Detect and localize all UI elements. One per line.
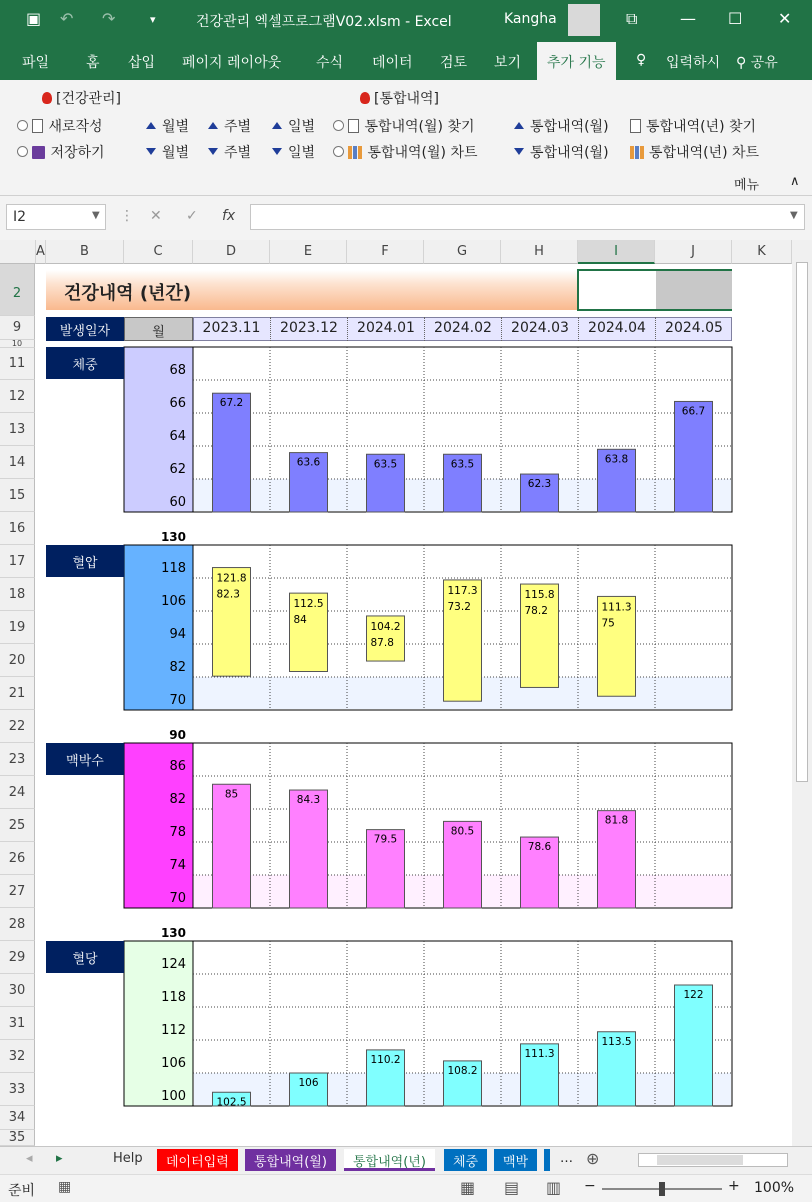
data-label-low: 75 xyxy=(601,617,615,630)
row-header-27[interactable]: 27 xyxy=(0,875,35,908)
tick-label: 86 xyxy=(169,759,186,774)
row-header-12[interactable]: 12 xyxy=(0,380,35,413)
undo-icon[interactable]: ↶ xyxy=(60,9,74,28)
data-label-low: 87.8 xyxy=(370,636,394,649)
column-header-d[interactable]: D xyxy=(193,240,270,264)
insert-function-icon[interactable]: fx xyxy=(222,208,236,224)
row-header-9[interactable]: 9 xyxy=(0,316,35,340)
share-button[interactable]: ⚲ 공유 xyxy=(736,55,778,71)
tick-label: 118 xyxy=(161,561,186,576)
data-label-low: 82.3 xyxy=(216,588,240,601)
save-button[interactable] xyxy=(17,142,105,162)
row-header-17[interactable]: 17 xyxy=(0,545,35,578)
row-header-2[interactable]: 2 xyxy=(0,264,35,316)
lightbulb-icon: ♀ xyxy=(636,52,647,68)
customize-qat-icon[interactable]: ▾ xyxy=(150,13,156,26)
column-header-h[interactable]: H xyxy=(501,240,578,264)
select-all-corner[interactable] xyxy=(0,240,36,264)
daily-down-button[interactable] xyxy=(272,142,315,162)
data-label: 106 xyxy=(298,1077,319,1089)
row-header-24[interactable]: 24 xyxy=(0,776,35,809)
namebox-dropdown-icon[interactable]: ▼ xyxy=(92,210,100,221)
data-label: 63.8 xyxy=(604,453,629,466)
bar-chart-icon xyxy=(630,146,644,159)
axis-max-label: 90 xyxy=(169,728,186,742)
radio-icon xyxy=(17,146,28,157)
tick-label: 68 xyxy=(169,363,186,378)
chart-year-button[interactable] xyxy=(630,142,759,162)
disk-icon xyxy=(32,146,45,159)
radio-icon xyxy=(17,120,28,131)
metric-label: 맥박수 xyxy=(46,743,124,775)
daily-up-button[interactable] xyxy=(272,116,315,136)
triangle-down-icon xyxy=(208,148,218,155)
row-header-31[interactable]: 31 xyxy=(0,1007,35,1040)
row-header-19[interactable]: 19 xyxy=(0,611,35,644)
axis-max-label: 130 xyxy=(160,926,186,940)
column-header-i[interactable]: I xyxy=(578,240,655,264)
data-label-high: 115.8 xyxy=(524,589,555,602)
month-header: 2024.02 xyxy=(424,317,501,341)
data-label-low: 73.2 xyxy=(447,600,471,613)
triangle-down-icon xyxy=(146,148,156,155)
formula-input[interactable] xyxy=(250,204,805,230)
data-label: 78.6 xyxy=(527,841,552,854)
sheet-title: 건강내역 (년간) xyxy=(46,270,577,310)
prev-sheet-icon[interactable]: ◂ xyxy=(26,1151,33,1166)
bar xyxy=(675,985,713,1106)
data-label: 63.5 xyxy=(450,458,475,471)
row-header-10[interactable]: 10 xyxy=(0,340,35,348)
find-year-button[interactable] xyxy=(630,116,756,136)
data-label-high: 121.8 xyxy=(216,572,247,585)
ribbon-group-label: 메뉴 xyxy=(734,178,760,193)
weekly-down-button[interactable] xyxy=(208,142,251,162)
close-icon[interactable]: ✕ xyxy=(778,9,792,28)
data-label-low: 78.2 xyxy=(524,605,548,618)
row-header-14[interactable]: 14 xyxy=(0,446,35,479)
column-header-c[interactable]: C xyxy=(124,240,193,264)
window-title: 건강관리 엑셀프로그램V02.xlsm - Excel xyxy=(196,14,452,30)
tab-addins[interactable]: 추가 기능 xyxy=(537,42,616,80)
month-header: 2024.01 xyxy=(347,317,424,341)
bulb-icon xyxy=(42,92,52,104)
bulb-icon xyxy=(360,92,370,104)
bar-chart-icon xyxy=(348,146,362,159)
tick-label: 64 xyxy=(169,429,186,444)
row-header-13[interactable]: 13 xyxy=(0,413,35,446)
tab-file[interactable]: 파일 xyxy=(22,55,50,71)
new-label: 새로작성 xyxy=(48,119,103,135)
axis-max-label: 130 xyxy=(160,530,186,544)
label: 통합내역(월) 찾기 xyxy=(364,119,475,135)
tab-partial[interactable] xyxy=(544,1149,550,1171)
column-header-g[interactable]: G xyxy=(424,240,501,264)
row-header-32[interactable]: 32 xyxy=(0,1040,35,1073)
tick-label: 78 xyxy=(169,825,186,840)
column-header-a[interactable]: A xyxy=(36,240,46,264)
data-label: 122 xyxy=(683,989,704,1001)
sheet-tabs xyxy=(0,1146,812,1174)
row-header-23[interactable]: 23 xyxy=(0,743,35,776)
row-header-22[interactable]: 22 xyxy=(0,710,35,743)
normal-view-icon[interactable]: ▦ xyxy=(460,1178,476,1197)
tab-insert[interactable]: 삽입 xyxy=(128,55,156,71)
name-box[interactable]: I2 xyxy=(6,204,106,230)
cancel-icon[interactable]: ✕ xyxy=(150,208,162,224)
triangle-down-icon xyxy=(514,148,524,155)
tick-label: 70 xyxy=(169,693,186,708)
add-sheet-icon[interactable]: ⊕ xyxy=(586,1149,600,1168)
redo-icon[interactable]: ↷ xyxy=(102,9,116,28)
save-icon[interactable]: ▣ xyxy=(26,9,42,28)
maximize-icon[interactable]: ☐ xyxy=(728,9,743,28)
monthly-down-button[interactable] xyxy=(146,142,189,162)
charts-layer xyxy=(36,264,792,1144)
data-label: 67.2 xyxy=(219,397,244,410)
data-label-high: 104.2 xyxy=(370,620,401,633)
data-label: 113.5 xyxy=(601,1035,632,1048)
column-header-e[interactable]: E xyxy=(270,240,347,264)
data-label-high: 112.5 xyxy=(293,598,324,611)
row-header-16[interactable]: 16 xyxy=(0,512,35,545)
tab-weight[interactable]: 체중 xyxy=(444,1149,487,1171)
row-header-18[interactable]: 18 xyxy=(0,578,35,611)
document-icon xyxy=(32,119,43,133)
tick-label: 100 xyxy=(161,1089,186,1104)
zoom-in-icon[interactable]: + xyxy=(728,1178,740,1194)
tab-monthly-summary[interactable]: 통합내역(월) xyxy=(245,1149,336,1171)
tick-label: 74 xyxy=(169,858,186,873)
tick-label: 66 xyxy=(169,396,186,411)
group-summary-title: [통합내역] xyxy=(374,91,440,107)
triangle-up-icon xyxy=(146,122,156,129)
row-header-25[interactable]: 25 xyxy=(0,809,35,842)
column-header-f[interactable]: F xyxy=(347,240,424,264)
data-label-high: 111.3 xyxy=(601,601,632,614)
tab-page-layout[interactable]: 페이지 레이아웃 xyxy=(182,55,282,71)
tab-pulse[interactable]: 맥박 xyxy=(494,1149,537,1171)
data-label: 111.3 xyxy=(524,1047,555,1060)
horizontal-scrollbar[interactable] xyxy=(638,1153,788,1167)
find-month-button[interactable] xyxy=(333,116,475,136)
tick-label: 60 xyxy=(169,495,186,510)
data-label: 79.5 xyxy=(373,833,398,846)
data-label-high: 117.3 xyxy=(447,584,478,597)
label: 주별 xyxy=(224,145,252,161)
range-bar xyxy=(444,580,482,701)
metric-label: 혈당 xyxy=(46,941,124,973)
month-header: 2023.12 xyxy=(270,317,347,341)
weekly-up-button[interactable] xyxy=(208,116,251,136)
data-label: 80.5 xyxy=(450,825,475,838)
data-label: 63.5 xyxy=(373,458,398,471)
tab-help[interactable]: Help xyxy=(113,1151,143,1166)
row-header-28[interactable]: 28 xyxy=(0,908,35,941)
row-header-21[interactable]: 21 xyxy=(0,677,35,710)
row-header-20[interactable]: 20 xyxy=(0,644,35,677)
vertical-scrollbar[interactable] xyxy=(792,240,812,1146)
ribbon-display-icon[interactable]: ⧉ xyxy=(626,9,638,28)
status-bar xyxy=(0,1174,812,1202)
zoom-out-icon[interactable]: − xyxy=(584,1178,596,1194)
tick-label: 112 xyxy=(161,1023,186,1038)
page-layout-icon[interactable]: ▤ xyxy=(504,1178,520,1197)
month-down-button[interactable] xyxy=(514,142,609,162)
chart-month-button[interactable] xyxy=(333,142,478,162)
zoom-thumb[interactable] xyxy=(659,1182,665,1196)
title-bar xyxy=(0,0,812,40)
row-header-35[interactable]: 35 xyxy=(0,1130,35,1146)
row-header-33[interactable]: 33 xyxy=(0,1073,35,1106)
month-up-button[interactable] xyxy=(514,116,609,136)
radio-icon xyxy=(333,146,344,157)
formula-bar xyxy=(0,196,812,240)
label: 월별 xyxy=(162,119,190,135)
tab-view[interactable]: 보기 xyxy=(494,55,522,71)
monthly-up-button[interactable] xyxy=(146,116,189,136)
ribbon-tabs xyxy=(0,40,812,80)
label: 통합내역(월) xyxy=(530,119,609,135)
column-header-b[interactable]: B xyxy=(46,240,124,264)
group-health-title: [건강관리] xyxy=(56,91,122,107)
tick-label: 62 xyxy=(169,462,186,477)
status-ready: 준비 xyxy=(8,1183,36,1199)
user-name[interactable]: Kangha xyxy=(504,11,557,27)
tab-data[interactable]: 데이터 xyxy=(372,55,413,71)
data-label-low: 84 xyxy=(293,614,307,627)
column-header-j[interactable]: J xyxy=(655,240,732,264)
page-break-icon[interactable]: ▥ xyxy=(546,1178,562,1197)
tick-label: 82 xyxy=(169,792,186,807)
label: 일별 xyxy=(288,119,316,135)
data-label: 84.3 xyxy=(296,794,321,807)
new-button[interactable] xyxy=(17,116,103,136)
data-label: 66.7 xyxy=(681,405,706,418)
next-sheet-icon[interactable]: ▸ xyxy=(56,1151,63,1166)
label: 월별 xyxy=(162,145,190,161)
macro-record-icon[interactable]: ▦ xyxy=(58,1179,72,1195)
bar xyxy=(213,784,251,908)
row-header-34[interactable]: 34 xyxy=(0,1106,35,1130)
avatar[interactable] xyxy=(568,4,600,36)
bar xyxy=(675,401,713,512)
enter-icon[interactable]: ✓ xyxy=(186,208,198,224)
tab-data-entry[interactable]: 데이터입력 xyxy=(157,1149,238,1171)
data-label: 108.2 xyxy=(447,1064,478,1077)
tick-label: 70 xyxy=(169,891,186,906)
zoom-level[interactable]: 100% xyxy=(754,1180,795,1196)
ribbon xyxy=(0,80,812,196)
tick-label: 106 xyxy=(161,1056,186,1071)
minimize-icon[interactable]: — xyxy=(680,9,696,28)
triangle-up-icon xyxy=(514,122,524,129)
unit-label: 월 xyxy=(124,317,193,341)
month-header: 2024.04 xyxy=(578,317,655,341)
more-icon: ⋮ xyxy=(120,208,134,224)
tick-label: 124 xyxy=(161,957,186,972)
collapse-ribbon-icon[interactable]: ∧ xyxy=(790,174,800,189)
column-header-k[interactable]: K xyxy=(732,240,792,264)
date-label: 발생일자 xyxy=(46,317,124,341)
metric-label: 혈압 xyxy=(46,545,124,577)
label: 통합내역(월) 차트 xyxy=(367,145,478,161)
data-label: 81.8 xyxy=(604,814,629,827)
label: 통합내역(년) 차트 xyxy=(649,145,760,161)
tab-formulas[interactable]: 수식 xyxy=(316,55,344,71)
data-label: 62.3 xyxy=(527,478,552,491)
tab-review[interactable]: 검토 xyxy=(440,55,468,71)
worksheet-grid[interactable] xyxy=(36,264,792,1144)
row-header-11[interactable]: 11 xyxy=(0,348,35,380)
tab-yearly-summary[interactable]: 통합내역(년) xyxy=(344,1149,435,1171)
tick-label: 94 xyxy=(169,627,186,642)
label: 주별 xyxy=(224,119,252,135)
expand-formula-icon[interactable]: ▼ xyxy=(790,210,798,221)
document-icon xyxy=(348,119,359,133)
scroll-thumb[interactable] xyxy=(796,262,808,782)
row-header-26[interactable]: 26 xyxy=(0,842,35,875)
triangle-up-icon xyxy=(272,122,282,129)
tick-label: 82 xyxy=(169,660,186,675)
tell-me-input[interactable]: 입력하시 xyxy=(666,55,721,71)
row-header-29[interactable]: 29 xyxy=(0,941,35,974)
data-label: 85 xyxy=(224,788,239,801)
row-header-30[interactable]: 30 xyxy=(0,974,35,1007)
month-header: 2023.11 xyxy=(202,320,261,336)
share-label: 공유 xyxy=(750,55,778,71)
bar xyxy=(290,790,328,908)
month-header: 2024.05 xyxy=(655,317,732,341)
tick-label: 118 xyxy=(161,990,186,1005)
month-header: 2024.03 xyxy=(501,317,578,341)
more-tabs-icon[interactable]: … xyxy=(560,1151,573,1166)
tab-home[interactable]: 홈 xyxy=(86,55,100,71)
row-header-15[interactable]: 15 xyxy=(0,479,35,512)
data-label: 102.5 xyxy=(216,1096,247,1109)
label: 통합내역(년) 찾기 xyxy=(646,119,757,135)
bar xyxy=(213,393,251,512)
radio-icon xyxy=(333,120,344,131)
document-icon xyxy=(630,119,641,133)
save-label: 저장하기 xyxy=(50,145,105,161)
tick-label: 106 xyxy=(161,594,186,609)
label: 일별 xyxy=(288,145,316,161)
triangle-up-icon xyxy=(208,122,218,129)
metric-label: 체중 xyxy=(46,347,124,379)
triangle-down-icon xyxy=(272,148,282,155)
data-label: 110.2 xyxy=(370,1053,401,1066)
data-label: 63.6 xyxy=(296,456,321,469)
label: 통합내역(월) xyxy=(530,145,609,161)
